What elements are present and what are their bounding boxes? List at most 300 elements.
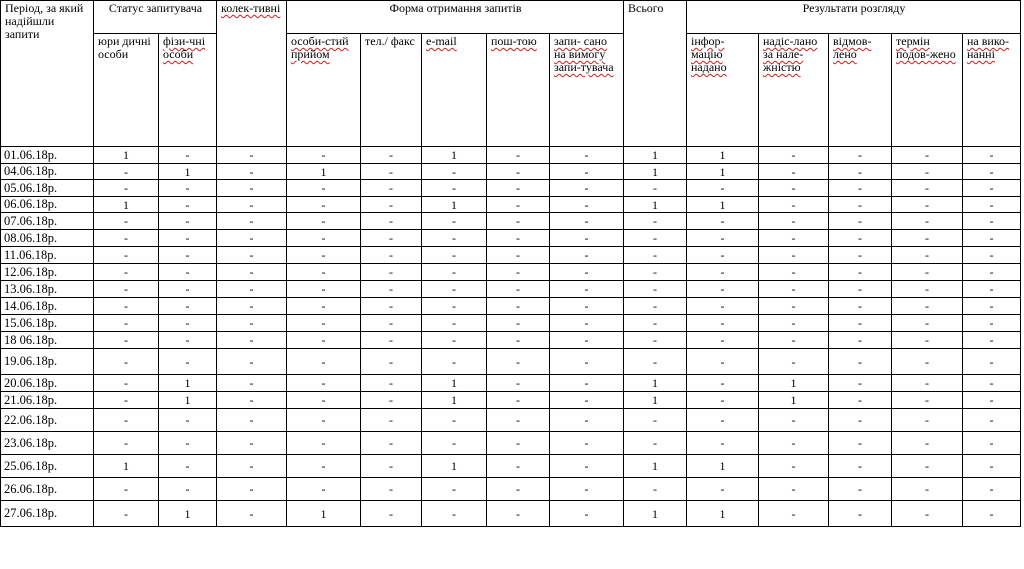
cell-legal: - [94, 432, 159, 455]
date-cell: 26.06.18р. [1, 478, 94, 501]
cell-email: 1 [422, 147, 487, 164]
cell-post: - [487, 180, 550, 197]
header-form-post: пош-тою [487, 34, 550, 147]
cell-pending: - [963, 180, 1021, 197]
cell-post: - [487, 247, 550, 264]
cell-total: 1 [624, 392, 687, 409]
cell-personal: - [287, 197, 361, 213]
cell-extended: - [892, 409, 963, 432]
cell-legal: 1 [94, 197, 159, 213]
cell-pending: - [963, 281, 1021, 298]
cell-pending: - [963, 298, 1021, 315]
cell-physical: - [159, 147, 217, 164]
cell-physical: 1 [159, 164, 217, 180]
cell-phone: - [361, 147, 422, 164]
date-cell: 12.06.18р. [1, 264, 94, 281]
cell-extended: - [892, 349, 963, 375]
header-total: Всього [624, 1, 687, 147]
cell-email: - [422, 349, 487, 375]
cell-collective: - [217, 332, 287, 349]
cell-post: - [487, 432, 550, 455]
cell-pending: - [963, 264, 1021, 281]
cell-physical: 1 [159, 392, 217, 409]
cell-collective: - [217, 264, 287, 281]
date-cell: 23.06.18р. [1, 432, 94, 455]
header-result-extended: термін подов-жено [892, 34, 963, 147]
cell-collective: - [217, 298, 287, 315]
cell-forwarded: - [759, 264, 829, 281]
cell-refused: - [829, 432, 892, 455]
cell-legal: - [94, 213, 159, 230]
header-status-legal: юри дичні особи [94, 34, 159, 147]
cell-post: - [487, 501, 550, 527]
table-row [1, 230, 1021, 247]
cell-personal: - [287, 478, 361, 501]
cell-email: - [422, 501, 487, 527]
table-row [1, 281, 1021, 298]
table-row [1, 264, 1021, 281]
cell-forwarded: - [759, 247, 829, 264]
cell-email: - [422, 164, 487, 180]
cell-collective: - [217, 213, 287, 230]
cell-collective: - [217, 409, 287, 432]
cell-personal: - [287, 247, 361, 264]
cell-info: 1 [687, 501, 759, 527]
cell-extended: - [892, 501, 963, 527]
cell-pending: - [963, 478, 1021, 501]
cell-pending: - [963, 197, 1021, 213]
cell-legal: - [94, 501, 159, 527]
header-form-group: Форма отримання запитів [287, 1, 624, 34]
cell-refused: - [829, 197, 892, 213]
table-row [1, 409, 1021, 432]
cell-extended: - [892, 455, 963, 478]
cell-forwarded: - [759, 197, 829, 213]
cell-info: - [687, 375, 759, 392]
cell-collective: - [217, 455, 287, 478]
cell-forwarded: - [759, 332, 829, 349]
cell-collective: - [217, 180, 287, 197]
cell-info: - [687, 315, 759, 332]
header-period: Період, за який надійшли запити [1, 1, 94, 147]
cell-phone: - [361, 349, 422, 375]
cell-refused: - [829, 230, 892, 247]
table-row [1, 147, 1021, 164]
cell-forwarded: 1 [759, 392, 829, 409]
cell-phone: - [361, 375, 422, 392]
cell-post: - [487, 147, 550, 164]
cell-refused: - [829, 213, 892, 230]
cell-personal: - [287, 315, 361, 332]
cell-refused: - [829, 409, 892, 432]
cell-email: - [422, 213, 487, 230]
cell-collective: - [217, 281, 287, 298]
cell-personal: - [287, 230, 361, 247]
cell-refused: - [829, 455, 892, 478]
cell-total: 1 [624, 455, 687, 478]
cell-requester: - [550, 281, 624, 298]
date-cell: 08.06.18р. [1, 230, 94, 247]
cell-refused: - [829, 147, 892, 164]
cell-pending: - [963, 213, 1021, 230]
cell-extended: - [892, 247, 963, 264]
cell-total: - [624, 478, 687, 501]
cell-forwarded: - [759, 164, 829, 180]
cell-post: - [487, 281, 550, 298]
cell-email: - [422, 230, 487, 247]
cell-physical: 1 [159, 501, 217, 527]
cell-total: 1 [624, 501, 687, 527]
cell-post: - [487, 455, 550, 478]
cell-email: - [422, 432, 487, 455]
cell-personal: - [287, 409, 361, 432]
date-cell: 27.06.18р. [1, 501, 94, 527]
cell-phone: - [361, 409, 422, 432]
cell-physical: - [159, 213, 217, 230]
cell-physical: - [159, 315, 217, 332]
cell-email: - [422, 298, 487, 315]
cell-post: - [487, 264, 550, 281]
cell-pending: - [963, 375, 1021, 392]
cell-post: - [487, 197, 550, 213]
cell-forwarded: - [759, 213, 829, 230]
cell-pending: - [963, 455, 1021, 478]
cell-total: - [624, 432, 687, 455]
cell-requester: - [550, 455, 624, 478]
cell-phone: - [361, 455, 422, 478]
cell-forwarded: - [759, 230, 829, 247]
cell-total: 1 [624, 375, 687, 392]
cell-pending: - [963, 147, 1021, 164]
table-row [1, 164, 1021, 180]
cell-forwarded: - [759, 315, 829, 332]
cell-info: - [687, 180, 759, 197]
cell-requester: - [550, 478, 624, 501]
cell-requester: - [550, 332, 624, 349]
date-cell: 15.06.18р. [1, 315, 94, 332]
table-row [1, 298, 1021, 315]
cell-requester: - [550, 409, 624, 432]
cell-email: - [422, 281, 487, 298]
cell-personal: 1 [287, 501, 361, 527]
cell-email: 1 [422, 375, 487, 392]
cell-collective: - [217, 432, 287, 455]
cell-phone: - [361, 298, 422, 315]
cell-personal: - [287, 147, 361, 164]
cell-phone: - [361, 501, 422, 527]
cell-pending: - [963, 247, 1021, 264]
cell-legal: 1 [94, 455, 159, 478]
cell-phone: - [361, 432, 422, 455]
date-cell: 11.06.18р. [1, 247, 94, 264]
cell-personal: 1 [287, 164, 361, 180]
cell-post: - [487, 230, 550, 247]
cell-total: - [624, 315, 687, 332]
cell-refused: - [829, 392, 892, 409]
cell-physical: - [159, 455, 217, 478]
cell-extended: - [892, 164, 963, 180]
cell-physical: - [159, 298, 217, 315]
header-row-columns [1, 34, 1021, 147]
cell-phone: - [361, 213, 422, 230]
cell-email: - [422, 409, 487, 432]
table-row [1, 455, 1021, 478]
cell-email: - [422, 247, 487, 264]
cell-collective: - [217, 197, 287, 213]
cell-email: - [422, 180, 487, 197]
cell-legal: 1 [94, 147, 159, 164]
cell-legal: - [94, 264, 159, 281]
cell-info: - [687, 281, 759, 298]
cell-post: - [487, 375, 550, 392]
cell-pending: - [963, 315, 1021, 332]
cell-extended: - [892, 478, 963, 501]
cell-refused: - [829, 501, 892, 527]
cell-forwarded: - [759, 501, 829, 527]
date-cell: 05.06.18р. [1, 180, 94, 197]
header-row-groups [1, 1, 1021, 34]
cell-extended: - [892, 392, 963, 409]
cell-legal: - [94, 230, 159, 247]
header-form-email: e-mail [422, 34, 487, 147]
header-status-group: Статус запитувача [94, 1, 217, 34]
date-cell: 21.06.18р. [1, 392, 94, 409]
cell-physical: - [159, 230, 217, 247]
cell-phone: - [361, 164, 422, 180]
cell-personal: - [287, 432, 361, 455]
cell-legal: - [94, 247, 159, 264]
cell-refused: - [829, 298, 892, 315]
table-row [1, 180, 1021, 197]
cell-total: - [624, 349, 687, 375]
cell-requester: - [550, 197, 624, 213]
cell-forwarded: - [759, 281, 829, 298]
cell-collective: - [217, 501, 287, 527]
cell-personal: - [287, 349, 361, 375]
cell-pending: - [963, 164, 1021, 180]
cell-physical: 1 [159, 375, 217, 392]
cell-requester: - [550, 264, 624, 281]
table-row [1, 432, 1021, 455]
cell-collective: - [217, 147, 287, 164]
cell-physical: - [159, 281, 217, 298]
table-row [1, 349, 1021, 375]
cell-total: 1 [624, 197, 687, 213]
cell-email: - [422, 264, 487, 281]
cell-collective: - [217, 247, 287, 264]
cell-forwarded: - [759, 478, 829, 501]
cell-collective: - [217, 349, 287, 375]
cell-refused: - [829, 349, 892, 375]
cell-collective: - [217, 315, 287, 332]
cell-refused: - [829, 164, 892, 180]
cell-physical: - [159, 409, 217, 432]
cell-physical: - [159, 180, 217, 197]
cell-post: - [487, 298, 550, 315]
cell-post: - [487, 164, 550, 180]
table-header [1, 1, 1021, 147]
cell-post: - [487, 392, 550, 409]
cell-refused: - [829, 247, 892, 264]
cell-pending: - [963, 392, 1021, 409]
cell-extended: - [892, 197, 963, 213]
cell-forwarded: - [759, 180, 829, 197]
cell-collective: - [217, 164, 287, 180]
date-cell: 18 06.18р. [1, 332, 94, 349]
cell-phone: - [361, 392, 422, 409]
cell-forwarded: - [759, 349, 829, 375]
cell-forwarded: 1 [759, 375, 829, 392]
cell-info: 1 [687, 164, 759, 180]
cell-personal: - [287, 375, 361, 392]
table-row [1, 197, 1021, 213]
cell-extended: - [892, 432, 963, 455]
cell-phone: - [361, 281, 422, 298]
cell-refused: - [829, 315, 892, 332]
cell-requester: - [550, 375, 624, 392]
cell-refused: - [829, 264, 892, 281]
cell-pending: - [963, 332, 1021, 349]
cell-extended: - [892, 281, 963, 298]
cell-refused: - [829, 281, 892, 298]
cell-forwarded: - [759, 298, 829, 315]
date-cell: 19.06.18р. [1, 349, 94, 375]
date-cell: 14.06.18р. [1, 298, 94, 315]
cell-extended: - [892, 332, 963, 349]
cell-extended: - [892, 298, 963, 315]
cell-collective: - [217, 375, 287, 392]
table-row [1, 375, 1021, 392]
table-row [1, 392, 1021, 409]
cell-requester: - [550, 432, 624, 455]
cell-requester: - [550, 164, 624, 180]
cell-legal: - [94, 392, 159, 409]
cell-requester: - [550, 501, 624, 527]
cell-phone: - [361, 180, 422, 197]
cell-phone: - [361, 197, 422, 213]
cell-legal: - [94, 332, 159, 349]
cell-refused: - [829, 332, 892, 349]
cell-requester: - [550, 349, 624, 375]
table-row [1, 213, 1021, 230]
table-row [1, 501, 1021, 527]
cell-info: - [687, 213, 759, 230]
cell-email: 1 [422, 392, 487, 409]
cell-email: 1 [422, 197, 487, 213]
cell-total: - [624, 264, 687, 281]
header-result-refused: відмов-лено [829, 34, 892, 147]
cell-personal: - [287, 298, 361, 315]
cell-total: - [624, 281, 687, 298]
cell-info: - [687, 432, 759, 455]
cell-legal: - [94, 180, 159, 197]
cell-info: - [687, 349, 759, 375]
cell-pending: - [963, 501, 1021, 527]
date-cell: 20.06.18р. [1, 375, 94, 392]
cell-legal: - [94, 349, 159, 375]
cell-info: - [687, 298, 759, 315]
date-cell: 04.06.18р. [1, 164, 94, 180]
cell-total: 1 [624, 147, 687, 164]
header-status-physical: фізи-чні особи [159, 34, 217, 147]
cell-personal: - [287, 455, 361, 478]
cell-personal: - [287, 281, 361, 298]
cell-forwarded: - [759, 455, 829, 478]
header-form-requester: запи- сано на вимогу запи-тувача [550, 34, 624, 147]
table-row [1, 332, 1021, 349]
cell-total: - [624, 247, 687, 264]
cell-info: - [687, 409, 759, 432]
cell-extended: - [892, 315, 963, 332]
date-cell: 01.06.18р. [1, 147, 94, 164]
cell-total: - [624, 298, 687, 315]
cell-phone: - [361, 264, 422, 281]
header-form-phone: тел./ факс [361, 34, 422, 147]
cell-post: - [487, 315, 550, 332]
cell-requester: - [550, 315, 624, 332]
cell-info: - [687, 264, 759, 281]
cell-email: - [422, 332, 487, 349]
cell-extended: - [892, 147, 963, 164]
header-result-forwarded: надіс-лано за нале-жністю [759, 34, 829, 147]
table-row [1, 315, 1021, 332]
date-cell: 06.06.18р. [1, 197, 94, 213]
header-result-info: інфор-мацію надано [687, 34, 759, 147]
cell-post: - [487, 409, 550, 432]
cell-extended: - [892, 264, 963, 281]
cell-info: - [687, 332, 759, 349]
cell-total: - [624, 230, 687, 247]
date-cell: 22.06.18р. [1, 409, 94, 432]
header-collective: колек-тивні [217, 1, 287, 147]
cell-personal: - [287, 264, 361, 281]
cell-total: - [624, 180, 687, 197]
cell-info: 1 [687, 455, 759, 478]
cell-refused: - [829, 478, 892, 501]
cell-physical: - [159, 478, 217, 501]
cell-collective: - [217, 230, 287, 247]
cell-legal: - [94, 164, 159, 180]
cell-requester: - [550, 180, 624, 197]
table-body [1, 147, 1021, 527]
cell-email: - [422, 315, 487, 332]
cell-post: - [487, 213, 550, 230]
header-results-group: Результати розгляду [687, 1, 1021, 34]
cell-legal: - [94, 478, 159, 501]
cell-collective: - [217, 478, 287, 501]
cell-extended: - [892, 213, 963, 230]
cell-info: - [687, 230, 759, 247]
cell-physical: - [159, 432, 217, 455]
cell-phone: - [361, 247, 422, 264]
cell-info: - [687, 392, 759, 409]
cell-forwarded: - [759, 147, 829, 164]
cell-legal: - [94, 281, 159, 298]
header-form-personal: особи-стий прийом [287, 34, 361, 147]
cell-refused: - [829, 180, 892, 197]
cell-requester: - [550, 298, 624, 315]
cell-requester: - [550, 392, 624, 409]
cell-info: 1 [687, 147, 759, 164]
cell-pending: - [963, 349, 1021, 375]
cell-post: - [487, 478, 550, 501]
cell-forwarded: - [759, 409, 829, 432]
cell-extended: - [892, 230, 963, 247]
cell-physical: - [159, 264, 217, 281]
cell-legal: - [94, 409, 159, 432]
cell-requester: - [550, 213, 624, 230]
date-cell: 07.06.18р. [1, 213, 94, 230]
